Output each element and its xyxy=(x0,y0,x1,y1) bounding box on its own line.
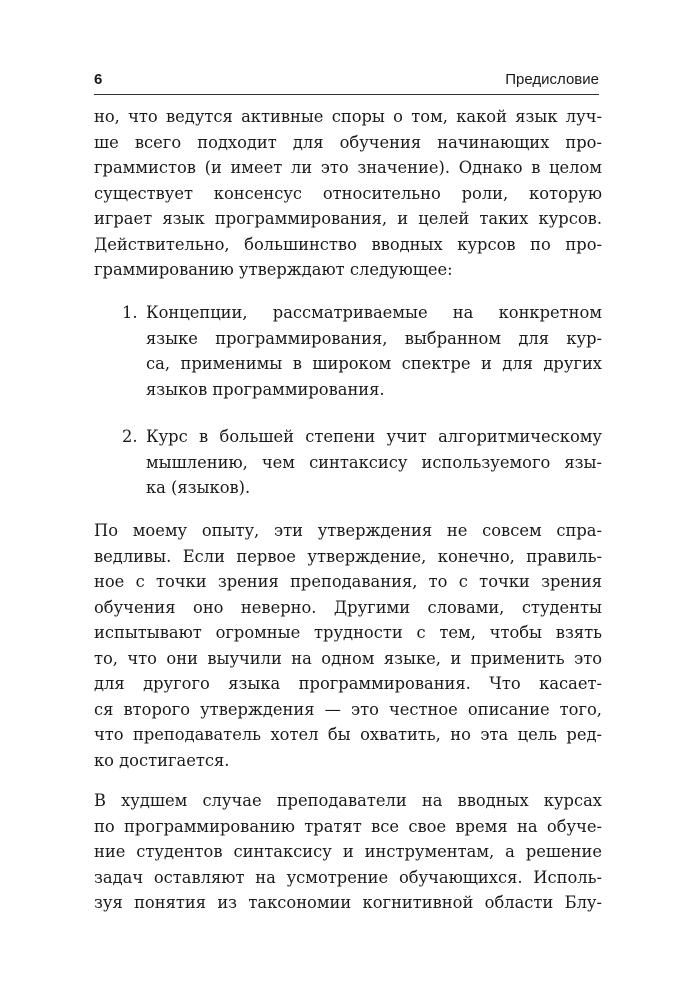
text-line: граммистов (и имеет ли это значение). Однако в целом xyxy=(94,158,602,177)
text-line: испытывают огромные трудности с тем, чтобы взять xyxy=(94,623,602,642)
text-line: но, что ведутся активные споры о том, какой язык луч- xyxy=(94,107,602,126)
text-line: то, что они выучили на одном языке, и применить это xyxy=(94,648,602,668)
text-line: для другого языка программирования. Что касает- xyxy=(94,674,602,693)
text-line: обучения оно неверно. Другими словами, студенты xyxy=(94,597,602,617)
text-line: что преподаватель хотел бы охватить, но эта цель ред- xyxy=(94,725,602,744)
list-item-number: 2. xyxy=(122,427,138,446)
text-line: существует консенсус относительно роли, которую xyxy=(94,183,602,203)
text-line: Действительно, большинство вводных курсов по про- xyxy=(94,234,602,254)
running-head: Предисловие xyxy=(505,71,599,88)
text-line: ся второго утверждения — это честное описание того, xyxy=(94,699,602,719)
text-line: са, применимы в широком спектре и для других xyxy=(146,354,602,373)
text-line: задач оставляют на усмотрение обучающихся. Исполь- xyxy=(94,867,602,887)
list-item xyxy=(94,424,602,501)
numbered-list xyxy=(94,300,602,501)
text-line: ное с точки зрения преподавания, то с точки зрения xyxy=(94,572,602,591)
text-line: играет язык программирования, и целей таких курсов. xyxy=(94,209,602,228)
paragraph-1 xyxy=(94,104,602,283)
text-line: языке программирования, выбранном для кур- xyxy=(146,328,602,348)
text-line: граммированию утверждают следующее: xyxy=(94,260,453,279)
text-line: ка (языков). xyxy=(146,478,251,497)
text-line: ведливы. Если первое утверждение, конечно, правиль- xyxy=(94,546,602,566)
text-line: языков программирования. xyxy=(146,379,385,399)
text-line: Курс в большей степени учит алгоритмическому xyxy=(146,427,602,446)
text-line: Концепции, рассматриваемые на конкретном xyxy=(146,303,602,322)
text-line: По моему опыту, эти утверждения не совсем спра- xyxy=(94,521,602,540)
text-line: по программированию тратят все свое время на обуче- xyxy=(94,816,602,836)
paragraph-2 xyxy=(94,518,602,773)
page-number: 6 xyxy=(94,71,103,88)
list-item-number: 1. xyxy=(122,303,138,322)
text-line: ше всего подходит для обучения начинающих про- xyxy=(94,132,602,152)
page-header xyxy=(94,70,599,96)
paragraph-3 xyxy=(94,788,602,916)
list-item xyxy=(94,300,602,402)
text-line: ко достигается. xyxy=(94,750,230,770)
text-line: мышлению, чем синтаксису используемого язы- xyxy=(146,452,602,472)
header-rule xyxy=(94,94,599,95)
text-line: зуя понятия из таксономии когнитивной области Блу- xyxy=(94,893,602,912)
text-line: В худшем случае преподаватели на вводных курсах xyxy=(94,791,602,810)
text-line: ние студентов синтаксису и инструментам, а решение xyxy=(94,842,602,861)
